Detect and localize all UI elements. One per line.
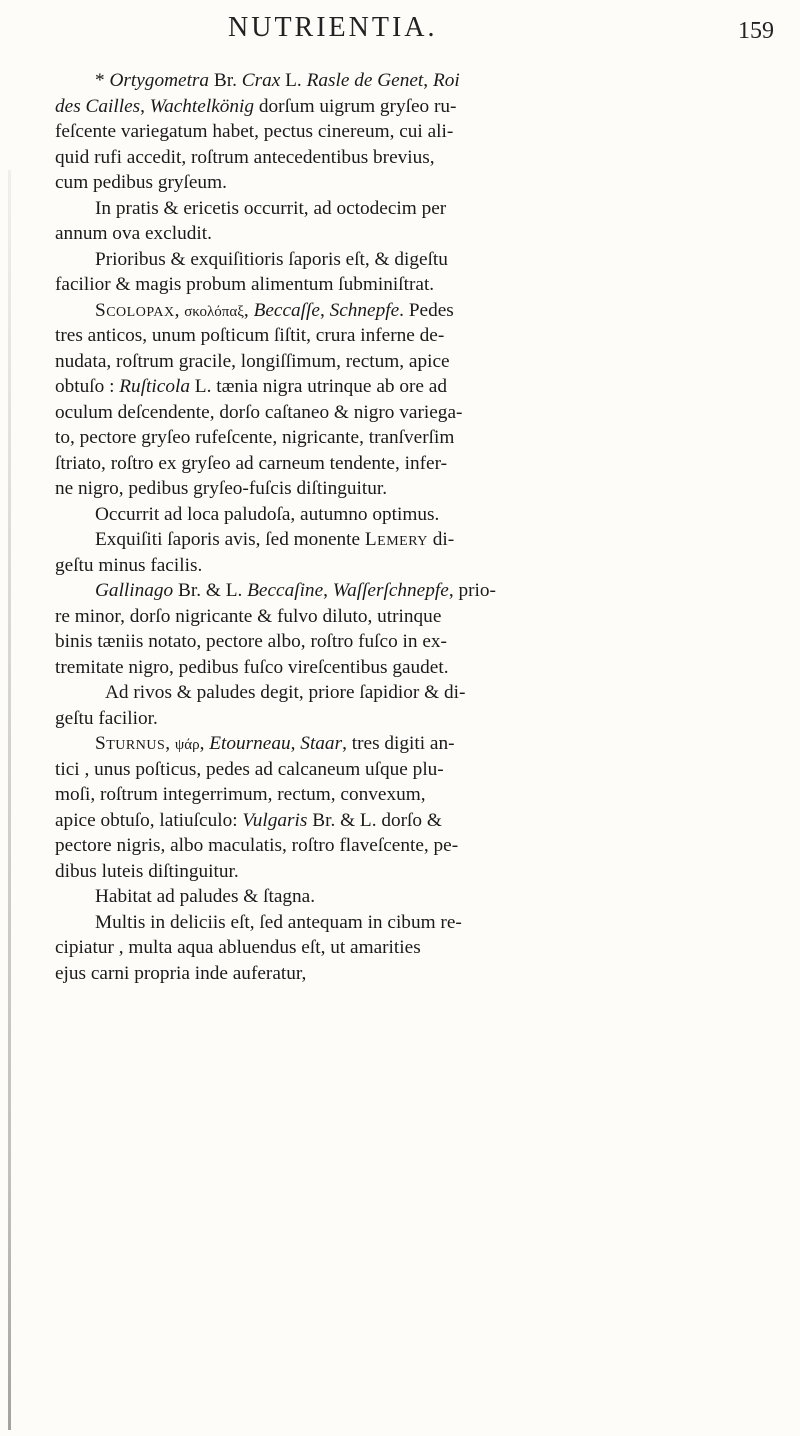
text-line: dibus luteis diſtinguitur. — [55, 860, 239, 882]
text-span: L. — [280, 70, 307, 91]
text-span: , — [174, 299, 185, 321]
text-line: oculum deſcendente, dorſo caſtaneo & nigro variega- — [55, 401, 463, 423]
text-line: moſi, roſtrum integerrimum, rectum, convexum, — [55, 784, 426, 805]
text-span: di- — [427, 529, 455, 550]
text-line: ſtriato, roſtro ex gryſeo ad carneum tendente, infer- — [55, 452, 448, 474]
text-line: binis tæniis notato, pectore albo, roſtro fuſco in ex- — [55, 631, 447, 652]
paragraph-habitat-scolopax — [55, 502, 767, 579]
asterisk-mark: * — [95, 70, 110, 91]
text-line — [55, 731, 767, 757]
text-span: , — [165, 733, 175, 754]
text-line: ejus carni propria inde auferatur, — [55, 962, 307, 984]
paragraph-ortygometra — [55, 68, 767, 196]
text-line: Occurrit ad loca paludoſa, autumno optimus. — [95, 503, 440, 525]
text-span: L. tænia nigra utrinque ab ore ad — [189, 376, 447, 397]
text-line: In pratis & ericetis occurrit, ad octodecim per — [95, 197, 447, 219]
text-line: tremitate nigro, pedibus fuſco vireſcentibus gaudet. — [55, 656, 449, 678]
french-name: Beccaſſe — [253, 299, 320, 321]
text-span: , prio- — [448, 580, 496, 601]
german-name: Waſſerſchnepfe — [332, 580, 449, 601]
text-span: , — [243, 299, 254, 321]
text-line: re minor, dorſo nigricante & fulvo diluto, utrinque — [55, 605, 442, 627]
text-line: Habitat ad paludes & ſtagna. — [95, 886, 316, 907]
text-span: , — [319, 299, 330, 321]
french-name: des Cailles — [55, 95, 141, 117]
genus-name: Scolopax — [95, 299, 175, 321]
species-name: Vulgaris — [242, 809, 308, 831]
genus-name: Gallinago — [95, 580, 174, 601]
paragraph-habitat-ortygometra — [55, 196, 767, 247]
greek-name: σκολόπαξ — [184, 303, 244, 320]
text-line — [55, 527, 767, 553]
page-edge-shadow — [8, 170, 11, 1430]
text-line: facilior & magis probum alimentum ſubminiſtrat. — [55, 274, 435, 295]
paragraph-preparation-sturnus — [55, 910, 767, 987]
text-span: Exquiſiti ſaporis avis, ſed monente — [95, 529, 365, 550]
text-line — [55, 578, 767, 604]
text-line — [55, 808, 767, 834]
text-line: geſtu facilior. — [55, 707, 158, 729]
text-line — [55, 68, 767, 94]
text-span: Br. — [209, 70, 242, 91]
text-line — [55, 298, 767, 324]
text-line: cipiatur , multa aqua abluendus eſt, ut amarities — [55, 937, 421, 958]
text-span: obtuſo : — [55, 376, 120, 397]
text-line: cum pedibus gryſeum. — [55, 172, 227, 193]
french-name: Roi — [432, 70, 460, 91]
text-line: geſtu minus facilis. — [55, 554, 203, 576]
german-name: Schnepfe — [329, 299, 400, 321]
text-line — [55, 94, 767, 120]
french-name: Beccaſine — [247, 580, 324, 601]
text-line: tres anticos, unum poſticum ſiſtit, crura inferne de- — [55, 325, 445, 346]
text-line: feſcente variegatum habet, pectus cinereum, cui ali- — [55, 121, 454, 142]
text-span: , — [140, 95, 150, 117]
french-name: Etourneau — [209, 733, 291, 754]
text-span: , — [423, 70, 433, 91]
text-line — [55, 374, 767, 400]
page-header — [0, 4, 800, 56]
greek-name: ψάρ — [174, 737, 200, 753]
text-line: pectore nigris, albo maculatis, roſtro flaveſcente, pe- — [55, 835, 459, 856]
paragraph-taste-ortygometra — [55, 247, 767, 298]
genus-name: Ortygometra — [109, 70, 210, 91]
text-span: , — [323, 580, 333, 601]
text-span: , — [199, 733, 210, 754]
text-span: apice obtuſo, latiuſculo: — [55, 809, 243, 831]
genus-name: Sturnus — [95, 733, 166, 754]
paragraph-scolopax — [55, 298, 767, 502]
text-line: Multis in deliciis eſt, ſed antequam in cibum re- — [95, 911, 462, 933]
text-line: Prioribus & exquiſitioris ſaporis eſt, & digeſtu — [95, 248, 448, 270]
text-line: to, pectore gryſeo rufeſcente, nigricante, tranſverſim — [55, 427, 455, 448]
text-line: tici , unus poſticus, pedes ad calcaneum uſque plu- — [55, 758, 444, 780]
text-line: quid rufi accedit, roſtrum antecedentibus brevius, — [55, 146, 435, 168]
text-span: , — [290, 733, 301, 754]
text-span: dorſum uigrum gryſeo ru- — [254, 95, 457, 117]
paragraph-gallinago — [55, 578, 767, 731]
french-name: Rasle de Genet — [306, 70, 424, 91]
text-line: annum ova excludit. — [55, 223, 212, 244]
german-name: Staar — [300, 733, 343, 754]
text-span: Br. & L. dorſo & — [307, 809, 442, 831]
paragraph-sturnus — [55, 731, 767, 884]
text-line: Ad rivos & paludes degit, priore ſapidior & di- — [105, 682, 466, 703]
text-body — [55, 68, 767, 986]
running-title: NUTRIENTIA. — [228, 12, 438, 43]
species-name: Crax — [241, 70, 281, 91]
author-name: Lemery — [364, 529, 428, 550]
page-number: 159 — [738, 18, 774, 44]
species-name: Ruſticola — [119, 376, 190, 397]
text-line: nudata, roſtrum gracile, longiſſimum, rectum, apice — [55, 350, 450, 372]
german-name: Wachtelkönig — [149, 95, 255, 117]
text-line: ne nigro, pedibus gryſeo-fuſcis diſtinguitur. — [55, 478, 388, 499]
text-span: Br. & L. — [173, 580, 248, 601]
text-span: , tres digiti an- — [342, 733, 455, 754]
text-span: . Pedes — [399, 299, 454, 321]
paragraph-habitat-sturnus — [55, 884, 767, 910]
